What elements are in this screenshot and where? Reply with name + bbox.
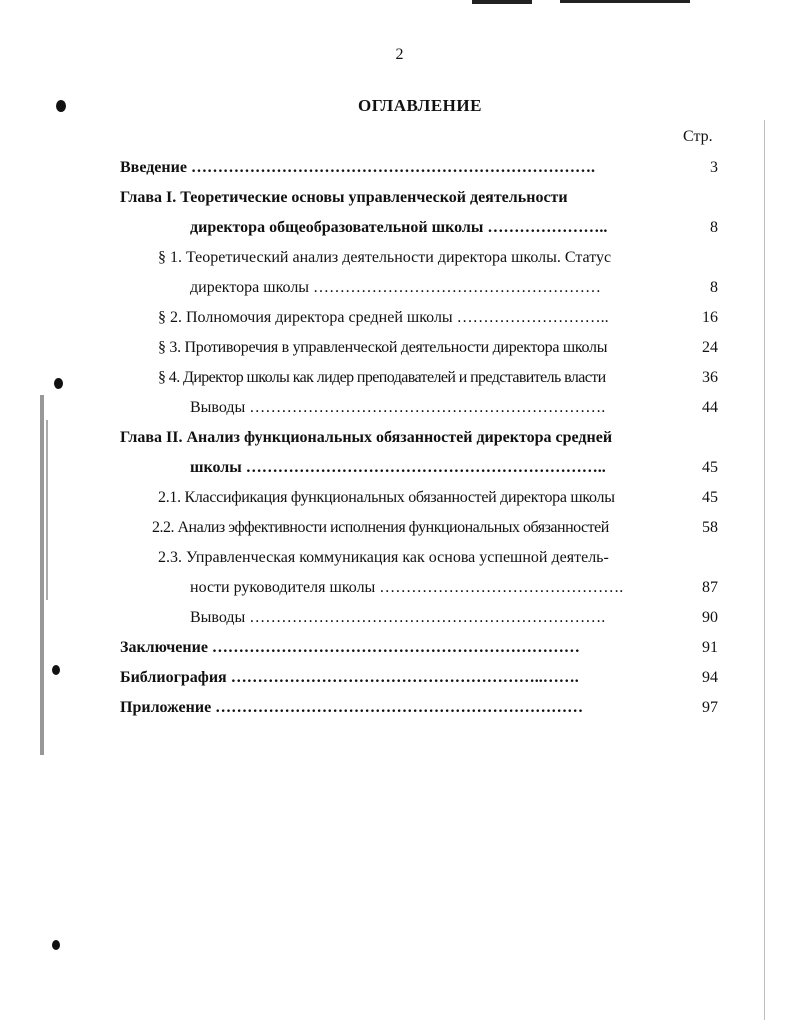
toc-entry-text: 2.2. Анализ эффективности исполнения функциональных обязанностей <box>152 519 609 536</box>
toc-entry-page: 8 <box>710 219 718 236</box>
toc-entry-text: 2.3. Управленческая коммуникация как основа успешной деятель- <box>158 549 609 566</box>
binder-hole-mark <box>54 378 63 389</box>
scan-streak <box>40 395 44 755</box>
toc-entry-page: 45 <box>702 459 718 476</box>
toc-entry-page: 44 <box>702 399 718 416</box>
toc-entry-page: 8 <box>710 279 718 296</box>
toc-entry-text: Выводы …………………………………………………………. <box>190 399 606 416</box>
toc-entry-text: Глава I. Теоретические основы управленческой деятельности <box>120 189 568 206</box>
toc-entry-text: Выводы …………………………………………………………. <box>190 609 606 626</box>
toc-entry-text: Приложение …………………………………………………………… <box>120 699 584 716</box>
toc-entry-page: 94 <box>702 669 718 686</box>
toc-entry-page: 16 <box>702 309 718 326</box>
toc-entry-text: § 3. Противоречия в управленческой деятельности директора школы <box>158 339 608 356</box>
page-title: ОГЛАВЛЕНИЕ <box>358 96 482 115</box>
toc-entry-page: 3 <box>710 159 718 176</box>
toc-entry-text: Глава II. Анализ функциональных обязанностей директора средней <box>120 429 613 446</box>
toc-entry-text: Библиография …………………………………………………..……. <box>120 669 579 686</box>
toc-entry-text: 2.1. Классификация функциональных обязанностей директора школы <box>158 489 615 506</box>
toc-entry-page: 91 <box>702 639 718 656</box>
toc-entry-page: 24 <box>702 339 718 356</box>
toc-entry-text: ности руководителя школы ………………………………………. <box>190 579 624 596</box>
toc-entry-text: § 4. Директор школы как лидер преподавателей и представитель власти <box>158 369 606 386</box>
scan-artifact-top <box>560 0 690 3</box>
page-number: 2 <box>395 46 404 63</box>
toc-entry-page: 58 <box>702 519 718 536</box>
toc-entry-text: директора общеобразовательной школы ………………….. <box>190 219 608 236</box>
toc-entry-text: школы ………………………………………………………….. <box>190 459 606 476</box>
toc-entry-text: Заключение …………………………………………………………… <box>120 639 580 656</box>
binder-hole-mark <box>52 940 60 950</box>
toc-entry-text: § 2. Полномочия директора средней школы ……………………….. <box>158 309 609 326</box>
toc-entry-page: 97 <box>702 699 718 716</box>
toc-entry-text: § 1. Теоретический анализ деятельности директора школы. Статус <box>158 249 612 266</box>
binder-hole-mark <box>52 665 60 675</box>
pages-column-header: Стр. <box>683 128 713 145</box>
scan-streak <box>764 120 765 1020</box>
toc-entry-text: Введение …………………………………………………………………. <box>120 159 595 176</box>
scan-streak <box>46 420 48 600</box>
scan-artifact-top <box>472 0 532 4</box>
toc-entry-page: 87 <box>702 579 718 596</box>
toc-entry-text: директора школы ……………………………………………… <box>190 279 602 296</box>
toc-entry-page: 45 <box>702 489 718 506</box>
toc-entry-page: 36 <box>702 369 718 386</box>
toc-entry-page: 90 <box>702 609 718 626</box>
